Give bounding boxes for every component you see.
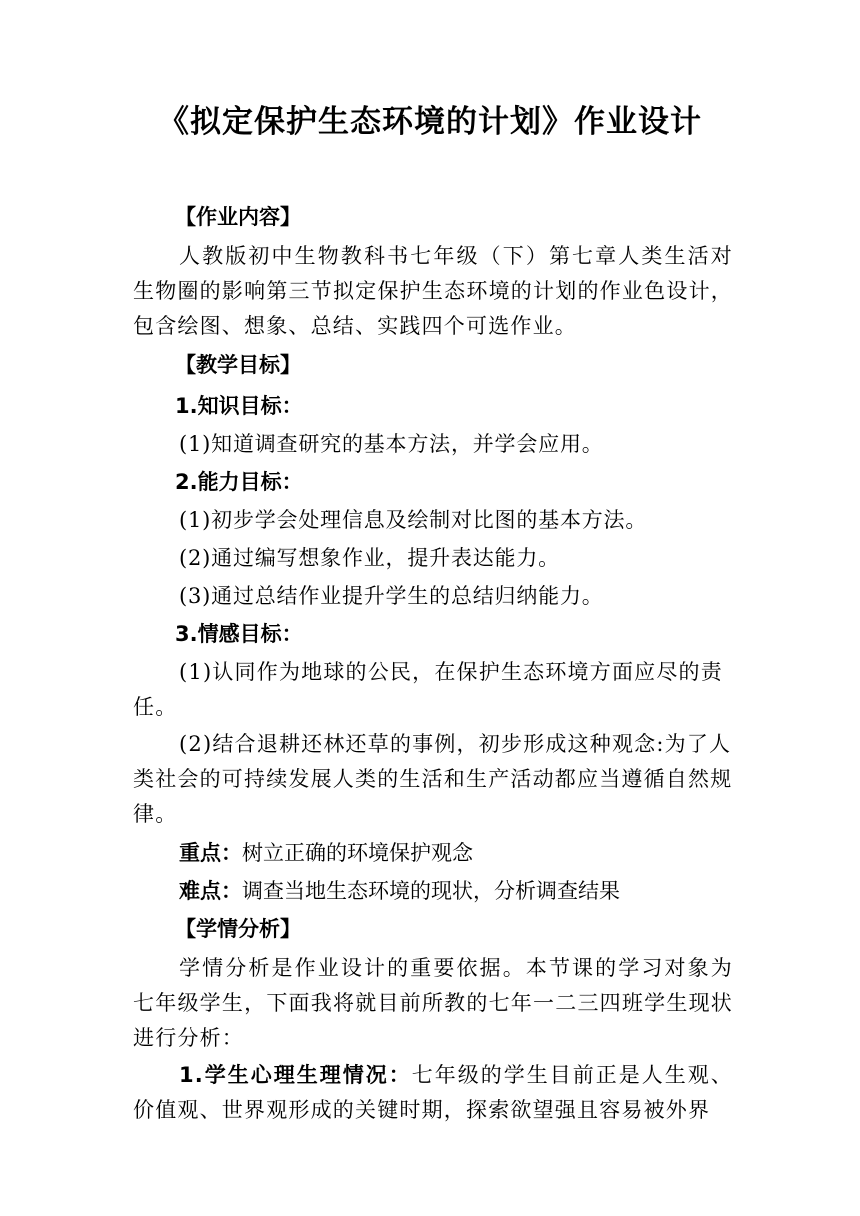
- emotion-goal-item: (1)认同作为地球的公民，在保护生态环境方面应尽的责任。: [133, 660, 723, 719]
- content-paragraph: 人教版初中生物教科书七年级（下）第七章人类生活对生物圈的影响第三节拟定保护生态环境的计划的作业色设计，包含绘图、想象、总结、实践四个可选作业。: [133, 244, 733, 338]
- knowledge-goal-heading: 1.知识目标：: [175, 394, 303, 418]
- analysis-paragraph: 学情分析是作业设计的重要依据。本节课的学习对象为七年级学生，下面我将就目前所教的七年一二三四班学生现状进行分析：: [133, 956, 733, 1050]
- emotion-goal-heading: 3.情感目标：: [175, 622, 303, 646]
- section-heading-content: 【作业内容】: [175, 205, 301, 229]
- emotion-goal-item: (2)结合退耕还林还草的事例，初步形成这种观念:为了人类社会的可持续发展人类的生活和生产活动都应当遵循自然规律。: [133, 732, 733, 826]
- psych-text: 七年级的学生目前正是人生观、价值观、世界观形成的关键时期，探索欲望强且容易被外界: [133, 1063, 733, 1122]
- knowledge-goal-item: (1)知道调查研究的基本方法，并学会应用。: [179, 432, 604, 456]
- psych-paragraph: [133, 1058, 733, 1128]
- ability-goal-item: (3)通过总结作业提升学生的总结归纳能力。: [179, 584, 604, 608]
- section-heading-goals: 【教学目标】: [175, 353, 301, 377]
- section-heading-analysis: 【学情分析】: [175, 917, 301, 941]
- ability-goal-item: (2)通过编写想象作业，提升表达能力。: [179, 546, 560, 570]
- difficult-point-label: 难点：: [179, 879, 242, 903]
- key-point-label: 重点：: [179, 841, 242, 865]
- key-point-text: 树立正确的环境保护观念: [242, 841, 473, 865]
- document-body: [133, 198, 733, 1130]
- key-point: [133, 834, 733, 872]
- document-title: 《拟定保护生态环境的计划》作业设计: [158, 104, 702, 140]
- psych-label: 1.学生心理生理情况：: [179, 1063, 412, 1087]
- difficult-point-text: 调查当地生态环境的现状，分析调查结果: [242, 879, 620, 903]
- ability-goal-item: (1)初步学会处理信息及绘制对比图的基本方法。: [179, 508, 648, 532]
- difficult-point: [133, 872, 733, 910]
- ability-goal-heading: 2.能力目标：: [175, 470, 303, 494]
